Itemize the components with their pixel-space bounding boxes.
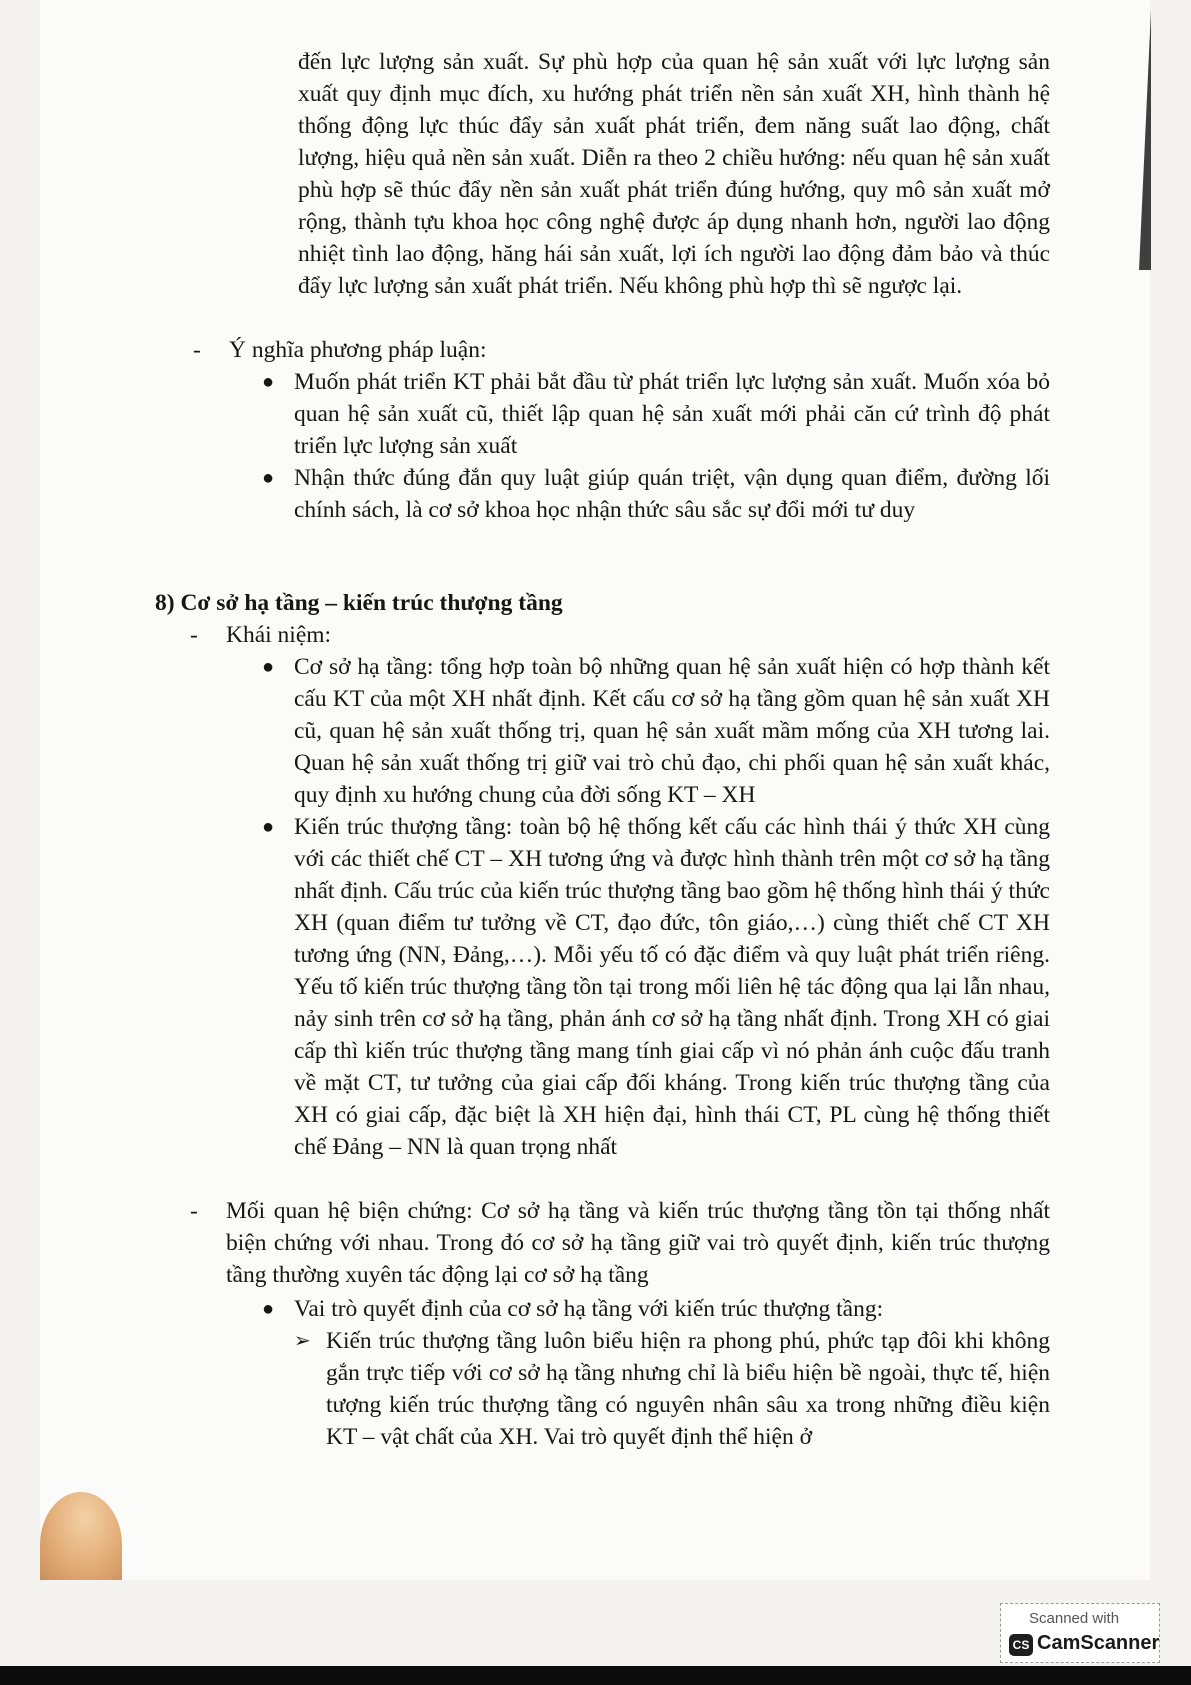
dash-mark: - (190, 622, 198, 648)
intro-paragraph: đến lực lượng sản xuất. Sự phù hợp của quan hệ sản xuất với lực lượng sản xuất quy định mục đích, xu hướng phát triển nền sản xuất XH, hình thành hệ thống động lực thúc đẩy sản xuất phát triển, đem năng suất lao động, chất lượng, hiệu quả nền sản xuất. Diễn ra theo 2 chiều hướng: nếu quan hệ sản xuất phù hợp sẽ thúc đẩy nền sản xuất phát triển đúng hướng, quy mô sản xuất mở rộng, thành tựu khoa học công nghệ được áp dụng nhanh hơn, người lao động nhiệt tình lao động, hăng hái sản xuất, lợi ích người lao động đảm bảo và thúc đẩy lực lượng sản xuất phát triển. Nếu không phù hợp thì sẽ ngược lại. (298, 49, 1050, 299)
bullet-text: Muốn phát triển KT phải bắt đầu từ phát triển lực lượng sản xuất. Muốn xóa bỏ quan hệ sản xuất cũ, thiết lập quan hệ sản xuất mới phải căn cứ trình độ phát triển lực lượng sản xuất (294, 369, 1050, 459)
page-fold-shadow (1127, 10, 1151, 270)
bullet-mark: ● (262, 467, 275, 489)
dash-text: Ý nghĩa phương pháp luận: (229, 337, 487, 363)
bullet-mark: ● (262, 656, 275, 678)
arrow-item-1 (294, 1325, 1050, 1453)
dash-mark: - (193, 337, 201, 363)
bullet-text: Kiến trúc thượng tầng: toàn bộ hệ thống kết cấu các hình thái ý thức XH cùng với các thiết chế CT – XH tương ứng và được hình thành trên một cơ sở hạ tầng nhất định. Cấu trúc của kiến trúc thượng tầng bao gồm hệ thống hình thái ý thức XH (quan điểm tư tưởng về CT, đạo đức, tôn giáo,…) cùng thiết chế CT XH tương ứng (NN, Đảng,…). Mỗi yếu tố có đặc điểm và quy luật phát triển riêng. Yếu tố kiến trúc thượng tầng tồn tại trong mối liên hệ tác động qua lại lẫn nhau, nảy sinh trên cơ sở hạ tầng, phản ánh cơ sở hạ tầng nhất định. Trong XH có giai cấp thì kiến trúc thượng tầng mang tính giai cấp vì nó phản ánh cuộc đấu tranh về mặt CT, tư tưởng của giai cấp đối kháng. Trong kiến trúc thượng tầng của XH có giai cấp, đặc biệt là XH hiện đại, hình thái CT, PL cùng hệ thống thiết chế Đảng – NN là quan trọng nhất (294, 814, 1050, 1160)
watermark-caption: Scanned with (1029, 1610, 1120, 1627)
bullet-text: Nhận thức đúng đắn quy luật giúp quán triệt, vận dụng quan điểm, đường lối chính sách, là cơ sở khoa học nhận thức sâu sắc sự đổi mới tư duy (294, 465, 1050, 523)
camscanner-logo-icon: CS (1009, 1634, 1033, 1656)
section-heading-8: 8) Cơ sở hạ tầng – kiến trúc thượng tầng (155, 590, 563, 616)
dash-item-concept (190, 619, 1050, 651)
arrow-mark: ➢ (294, 1330, 311, 1352)
bullet-text: Cơ sở hạ tầng: tổng hợp toàn bộ những quan hệ sản xuất hiện có hợp thành kết cấu KT của một XH nhất định. Kết cấu cơ sở hạ tầng gồm quan hệ sản xuất XH cũ, quan hệ sản xuất thống trị, quan hệ sản xuất mầm mống của XH tương lai. Quan hệ sản xuất thống trị giữ vai trò chủ đạo, chi phối quan hệ sản xuất khác, quy định xu hướng chung của đời sống KT – XH (294, 654, 1050, 808)
bullet-item-method-1 (262, 366, 1050, 462)
dash-item-methodology (193, 334, 1050, 366)
arrow-text: Kiến trúc thượng tầng luôn biểu hiện ra phong phú, phức tạp đôi khi không gắn trực tiếp với cơ sở hạ tầng nhưng chỉ là biểu hiện bề ngoài, thực tế, hiện tượng kiến trúc thượng tầng có nguyên nhân sâu xa trong những điều kiện KT – vật chất của XH. Vai trò quyết định thể hiện ở (326, 1328, 1050, 1450)
bullet-item-role (262, 1293, 1050, 1325)
bottom-edge (0, 1666, 1191, 1685)
bullet-text: Vai trò quyết định của cơ sở hạ tầng với kiến trúc thượng tầng: (294, 1296, 884, 1322)
bullet-item-method-2 (262, 462, 1050, 526)
dash-text: Mối quan hệ biện chứng: Cơ sở hạ tầng và kiến trúc thượng tầng tồn tại thống nhất biện chứng với nhau. Trong đó cơ sở hạ tầng giữ vai trò quyết định, kiến trúc thượng tầng thường xuyên tác động lại cơ sở hạ tầng (226, 1198, 1050, 1288)
bullet-item-superstructure (262, 811, 1050, 1163)
bullet-mark: ● (262, 1298, 275, 1320)
watermark-brand: CamScanner (1037, 1632, 1160, 1654)
bullet-mark: ● (262, 371, 275, 393)
bullet-mark: ● (262, 816, 275, 838)
camscanner-watermark (1000, 1603, 1160, 1663)
bullet-item-infrastructure (262, 651, 1050, 811)
dash-text: Khái niệm: (226, 622, 332, 648)
dash-mark: - (190, 1198, 198, 1224)
dash-item-relation (190, 1195, 1050, 1291)
